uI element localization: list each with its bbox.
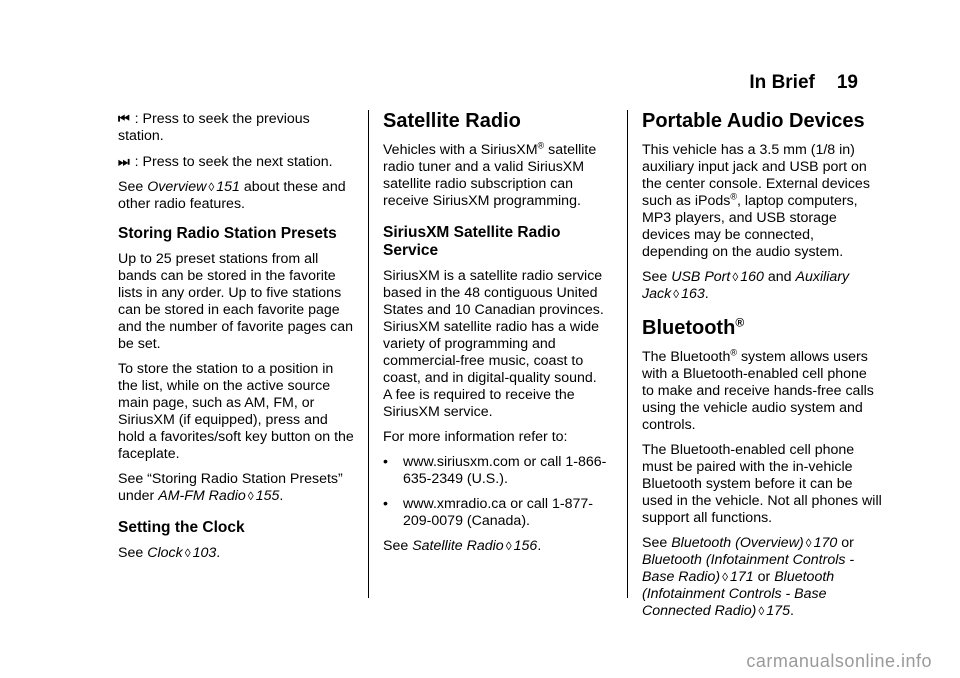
list-item — [383, 454, 607, 488]
heading-storing-presets: Storing Radio Station Presets — [118, 225, 337, 242]
header-title: In Brief — [749, 72, 815, 93]
seek-next-text: : Press to seek the next station. — [134, 154, 333, 170]
list-item — [383, 496, 607, 530]
heading-portable-audio: Portable Audio Devices — [642, 110, 865, 132]
reference-icon: ◊ — [722, 570, 729, 584]
bluetooth-title: Bluetooth — [642, 317, 736, 339]
page-ref-103[interactable]: 103 — [192, 545, 217, 561]
seek-next-paragraph — [118, 153, 354, 171]
see-bluetooth-paragraph — [642, 535, 882, 620]
satellite-text-a: Vehicles with a SiriusXM — [383, 142, 538, 158]
reference-icon: ◊ — [247, 489, 254, 503]
reference-icon: ◊ — [184, 546, 191, 560]
link-overview[interactable]: Overview — [147, 179, 207, 195]
page-ref-156[interactable]: 156 — [513, 538, 538, 554]
reference-icon: ◊ — [505, 539, 512, 553]
reference-icon: ◊ — [208, 180, 215, 194]
see-post-text: . — [537, 538, 542, 554]
service-paragraph: SiriusXM is a satellite radio service based in the 48 contiguous United States and 10 Canadian provinces. SiriusXM satellite radio has a wide variety of programming and commercial-free music, coast to coast, and in digital-quality sound. A fee is required to receive the SiriusXM service. — [383, 268, 604, 420]
seek-prev-text: : Press to seek the previous station. — [118, 111, 310, 144]
see-satellite-paragraph — [383, 538, 607, 555]
presets-paragraph: Up to 25 preset stations from all bands can be stored in the favorite lists in any order. Up to five stations can be stored in each favorite page and the number of favorite pages can be set. — [118, 251, 354, 352]
more-info-paragraph: For more information refer to: — [383, 429, 568, 445]
link-am-fm-radio[interactable]: AM-FM Radio — [158, 488, 246, 504]
link-bluetooth-base-radio[interactable]: Bluetooth (Infotainment Controls - Base Radio) — [642, 552, 855, 585]
page-number: 19 — [836, 72, 858, 93]
see-label: See — [383, 538, 409, 554]
or-text: or — [841, 535, 854, 551]
column-1 — [118, 110, 354, 570]
column-divider-2 — [627, 110, 628, 598]
or-text: or — [757, 569, 771, 585]
page-ref-163[interactable]: 163 — [681, 286, 705, 302]
satellite-paragraph — [383, 142, 607, 210]
page-ref-155[interactable]: 155 — [255, 488, 280, 504]
heading-satellite-radio: Satellite Radio — [383, 110, 521, 132]
bullet-text-canada: www.xmradio.ca or call 1-877-209-0079 (Canada). — [403, 496, 594, 529]
heading-siriusxm-service: SiriusXM Satellite Radio Service — [383, 224, 561, 259]
reference-icon: ◊ — [758, 604, 765, 618]
page-header — [749, 72, 858, 94]
reference-icon: ◊ — [673, 287, 680, 301]
column-2 — [383, 110, 607, 563]
bluetooth-text-b: system allows users with a Bluetooth-enabled cell phone to make and receive hands-free calls using the vehicle audio system and controls. — [642, 349, 874, 433]
seek-previous-icon: ⏮ — [118, 111, 129, 126]
see-post-text: . — [789, 603, 794, 619]
link-bluetooth-base-connected[interactable]: Bluetooth (Infotainment Controls - Base Connected Radio) — [642, 569, 835, 619]
see-label: See — [118, 545, 144, 561]
see-usb-paragraph — [642, 269, 882, 303]
bluetooth-paragraph — [642, 349, 882, 434]
see-amfm-paragraph — [118, 471, 354, 505]
see-label: See — [642, 269, 668, 285]
see-label: See — [118, 179, 144, 195]
heading-setting-clock: Setting the Clock — [118, 519, 245, 536]
heading-bluetooth — [642, 317, 882, 340]
see-clock-paragraph — [118, 545, 354, 562]
registered-mark: ® — [730, 191, 737, 202]
link-clock[interactable]: Clock — [147, 545, 183, 561]
watermark: carmanualsonline.info — [746, 651, 932, 671]
bullet-text-us: www.siriusxm.com or call 1-866-635-2349 (U.S.). — [403, 454, 607, 487]
page-ref-171[interactable]: 171 — [730, 569, 754, 585]
store-paragraph: To store the station to a position in the list, while on the active source main page, such as AM, FM, or SiriusXM (if equipped), press and hold a favorites/soft key button on the faceplate. — [118, 361, 354, 462]
see-label: See “Storing Radio Station Presets” under — [118, 471, 343, 504]
see-overview-paragraph — [118, 179, 354, 213]
bullet: • — [383, 496, 388, 512]
page-ref-175[interactable]: 175 — [766, 603, 790, 619]
page-ref-151[interactable]: 151 — [216, 179, 240, 195]
link-bluetooth-overview[interactable]: Bluetooth (Overview) — [671, 535, 804, 551]
column-divider-1 — [368, 110, 369, 598]
bluetooth-text-a: The Bluetooth — [642, 349, 731, 365]
registered-mark: ® — [537, 140, 545, 151]
bluetooth-pairing-paragraph: The Bluetooth-enabled cell phone must be paired with the in-vehicle Bluetooth system before it can be used in the vehicle. Not all phones will support all functions. — [642, 442, 882, 526]
column-3 — [642, 110, 882, 628]
and-text: and — [767, 269, 792, 285]
seek-next-icon: ⏭ — [118, 154, 129, 169]
portable-text-a: This vehicle has a 3.5 mm (1/8 in) auxiliary input jack and USB port on the center console. External devices such as iPods — [642, 142, 870, 209]
link-usb-port[interactable]: USB Port — [671, 269, 731, 285]
see-label: See — [642, 535, 668, 551]
see-post-text: . — [279, 488, 284, 504]
registered-mark: ® — [730, 347, 737, 358]
portable-text-b: , laptop computers, MP3 players, and USB storage devices may be connected, depending on the audio system. — [642, 193, 858, 260]
see-post-text: . — [704, 286, 709, 302]
link-auxiliary-jack[interactable]: Auxiliary Jack — [642, 269, 850, 302]
see-post-text: about these and other radio features. — [118, 179, 346, 212]
page-ref-160[interactable]: 160 — [740, 269, 764, 285]
portable-paragraph — [642, 142, 882, 261]
satellite-text-b: satellite radio tuner and a valid SiriusXM satellite radio subscription can receive SiriusXM programming. — [383, 142, 597, 209]
registered-mark: ® — [735, 315, 745, 330]
reference-icon: ◊ — [732, 270, 739, 284]
reference-icon: ◊ — [805, 536, 812, 550]
link-satellite-radio[interactable]: Satellite Radio — [412, 538, 504, 554]
page-ref-170[interactable]: 170 — [813, 535, 838, 551]
bullet: • — [383, 454, 388, 470]
see-post-text: . — [216, 545, 221, 561]
seek-prev-paragraph — [118, 110, 354, 145]
